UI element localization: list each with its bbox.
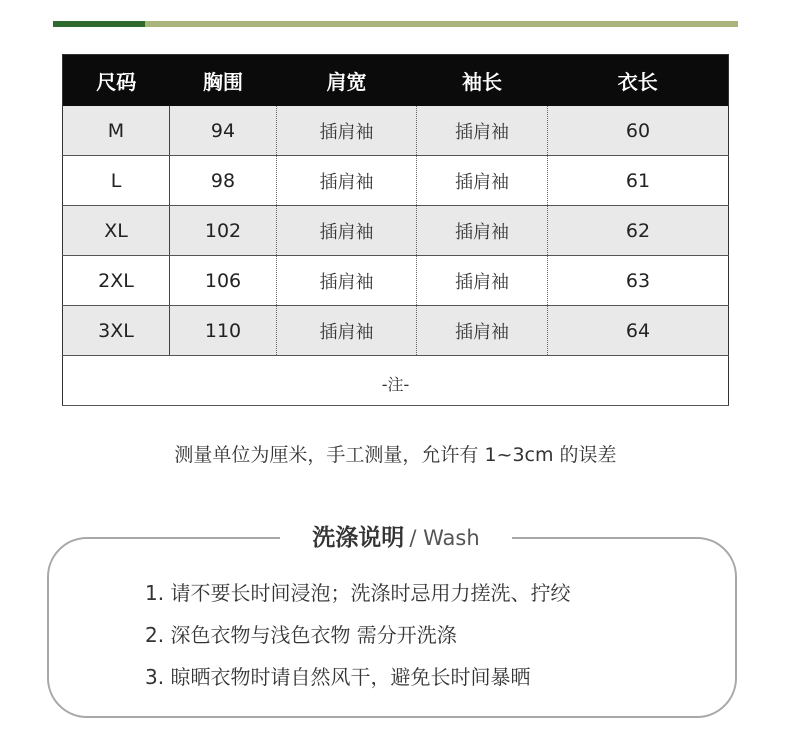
header-chest: 胸围 bbox=[170, 55, 277, 107]
note-box bbox=[63, 356, 729, 466]
size-cell: L bbox=[63, 156, 170, 206]
wash-title bbox=[280, 520, 512, 556]
header-sleeve: 袖长 bbox=[417, 55, 548, 107]
shoulder-cell: 插肩袖 bbox=[277, 156, 417, 206]
shoulder-cell: 插肩袖 bbox=[277, 106, 417, 156]
chest-cell: 98 bbox=[170, 156, 277, 206]
table-row bbox=[63, 306, 729, 356]
header-shoulder: 肩宽 bbox=[277, 55, 417, 107]
size-cell: M bbox=[63, 106, 170, 156]
list-item: 1. 请不要长时间浸泡；洗涤时忌用力搓洗、拧绞 bbox=[145, 581, 571, 605]
table-row bbox=[63, 206, 729, 256]
length-cell: 62 bbox=[548, 206, 729, 256]
sleeve-cell: 插肩袖 bbox=[417, 256, 548, 306]
note-row bbox=[63, 356, 729, 406]
chest-cell: 94 bbox=[170, 106, 277, 156]
note-text: 测量单位为厘米，手工测量，允许有 1~3cm 的误差 bbox=[174, 444, 617, 466]
note-title: -注- bbox=[381, 375, 410, 394]
size-table bbox=[62, 54, 729, 466]
sleeve-cell: 插肩袖 bbox=[417, 206, 548, 256]
header-size: 尺码 bbox=[63, 55, 170, 107]
sleeve-cell: 插肩袖 bbox=[417, 306, 548, 356]
length-cell: 61 bbox=[548, 156, 729, 206]
top-accent-bar-dark-segment bbox=[53, 21, 145, 27]
top-accent-bar bbox=[53, 21, 738, 27]
list-item: 3. 晾晒衣物时请自然风干，避免长时间暴晒 bbox=[145, 665, 531, 689]
size-cell: XL bbox=[63, 206, 170, 256]
wash-title-cn: 洗涤说明 bbox=[312, 525, 405, 551]
sleeve-cell: 插肩袖 bbox=[417, 156, 548, 206]
table-row bbox=[63, 256, 729, 306]
shoulder-cell: 插肩袖 bbox=[277, 256, 417, 306]
list-item: 2. 深色衣物与浅色衣物 需分开洗涤 bbox=[145, 623, 457, 647]
shoulder-cell: 插肩袖 bbox=[277, 306, 417, 356]
length-cell: 63 bbox=[548, 256, 729, 306]
chest-cell: 106 bbox=[170, 256, 277, 306]
length-cell: 64 bbox=[548, 306, 729, 356]
size-cell: 3XL bbox=[63, 306, 170, 356]
header-length: 衣长 bbox=[548, 55, 729, 107]
sleeve-cell: 插肩袖 bbox=[417, 106, 548, 156]
size-table-header-row bbox=[63, 55, 729, 107]
table-row bbox=[63, 106, 729, 156]
wash-instructions-list bbox=[145, 575, 570, 701]
length-cell: 60 bbox=[548, 106, 729, 156]
chest-cell: 110 bbox=[170, 306, 277, 356]
shoulder-cell: 插肩袖 bbox=[277, 206, 417, 256]
chest-cell: 102 bbox=[170, 206, 277, 256]
size-cell: 2XL bbox=[63, 256, 170, 306]
table-row bbox=[63, 156, 729, 206]
wash-title-en: / Wash bbox=[409, 526, 480, 550]
